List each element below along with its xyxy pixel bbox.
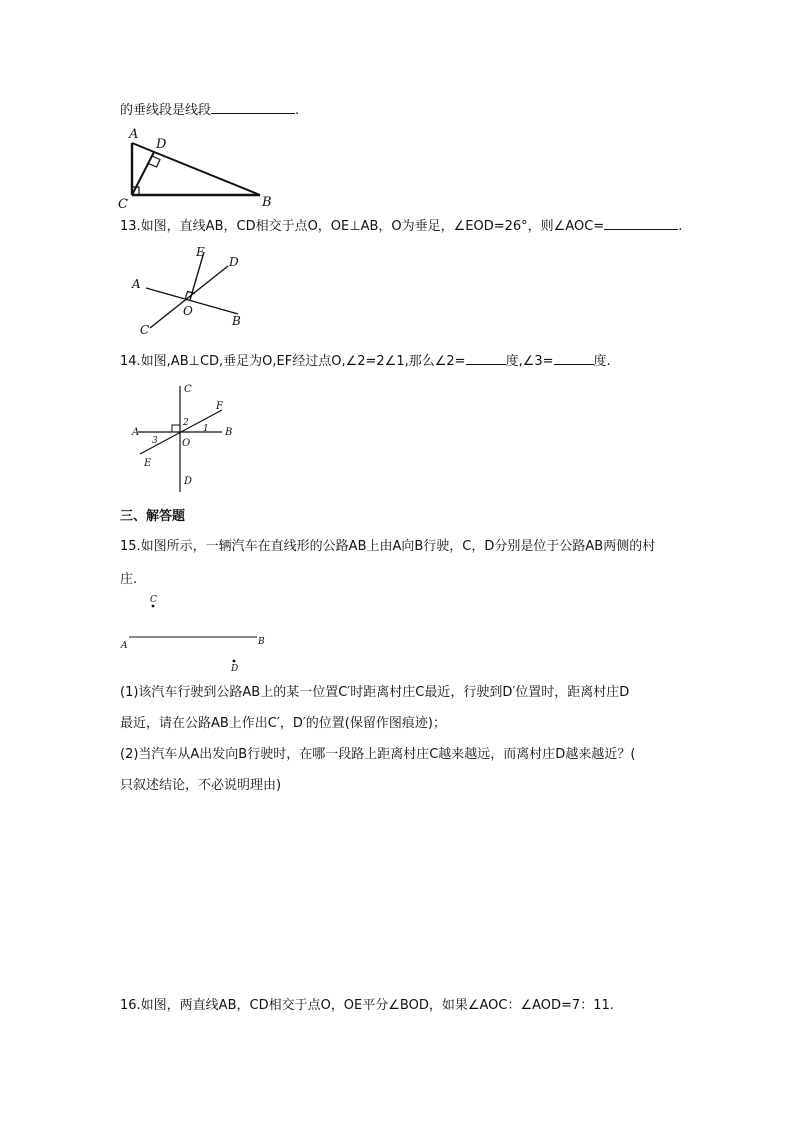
q13-label-e: E [196, 245, 205, 259]
q15-point-c [152, 605, 155, 608]
q13-end: . [678, 219, 683, 234]
q12-label-c: C [118, 197, 128, 210]
q14-label-d: D [184, 476, 193, 487]
q14-text [120, 352, 611, 371]
q15-sub1-line-2: 最近，请在公路AB上作出C′，D′的位置(保留作图痕迹)； [120, 716, 446, 731]
q13-label-a: A [132, 277, 141, 291]
q14-angle-2: 2 [183, 418, 189, 428]
q14-right-angle [172, 425, 180, 432]
q14-answer-blank-1[interactable] [466, 352, 506, 365]
q14-figure [128, 380, 240, 498]
q15-label-a: A [121, 641, 128, 651]
q14-label-c: C [184, 384, 192, 395]
q12-label-a: A [129, 127, 139, 142]
q16-text: 16.如图，两直线AB，CD相交于点O，OE平分∠BOD，如果∠AOC：∠AOD=7：11. [120, 998, 614, 1013]
q15-line-2: 庄. [120, 572, 138, 587]
q14-end: 度. [593, 354, 611, 369]
q12-line-ab [132, 143, 260, 195]
q14-label-f: F [216, 401, 223, 412]
q15-sub2-line-2: 只叙述结论，不必说明理由) [120, 778, 282, 793]
q15-sub2-line-1: (2)当汽车从A出发向B行驶时，在哪一段路上距离村庄C越来越远，而离村庄D越来越近？( [120, 747, 636, 762]
q12-label-d: D [156, 137, 167, 152]
q13-label-d: D [229, 255, 239, 269]
q15-sub1-line-1: (1)该汽车行驶到公路AB上的某一位置C′时距离村庄C最近，行驶到D′位置时，距离村庄D [120, 685, 630, 700]
q12-tail: 的垂线段是线段 [120, 103, 212, 118]
q14-angle-1: 1 [203, 424, 209, 434]
q14-label-e: E [144, 458, 152, 469]
q15-label-b: B [258, 637, 265, 647]
q14-stem: 14.如图,AB⊥CD,垂足为O,EF经过点O,∠2=2∠1,那么∠2= [120, 354, 466, 369]
q13-figure [128, 244, 258, 336]
q13-answer-blank[interactable] [604, 217, 678, 230]
q15-point-d [233, 660, 236, 663]
q15-label-d: D [231, 664, 239, 674]
q15-line-1: 15.如图所示，一辆汽车在直线形的公路AB上由A向B行驶，C，D分别是位于公路AB两侧的村 [120, 539, 656, 554]
q14-label-b: B [225, 427, 233, 438]
q13-label-o: O [183, 304, 193, 318]
q13-line-cd [150, 266, 228, 328]
q14-answer-blank-2[interactable] [554, 352, 594, 365]
q12-end: . [295, 103, 300, 118]
q13-label-b: B [232, 314, 241, 328]
q14-label-o: O [182, 438, 191, 449]
q14-angle-3: 3 [152, 436, 158, 446]
q12-text [120, 101, 299, 120]
q14-mid: 度,∠3= [505, 354, 554, 369]
section-heading: 三、解答题 [120, 509, 186, 524]
q14-label-a: A [132, 427, 140, 438]
q12-figure [112, 124, 278, 210]
q13-stem: 13.如图，直线AB，CD相交于点O，OE⊥AB，O为垂足，∠EOD=26°，则∠AOC= [120, 219, 605, 234]
q13-text [120, 217, 682, 236]
q12-answer-blank[interactable] [211, 101, 295, 114]
q15-label-c: C [150, 595, 157, 605]
q13-label-c: C [140, 323, 150, 336]
q15-figure [112, 592, 272, 676]
q12-line-cd [132, 152, 154, 195]
q12-label-b: B [262, 195, 272, 210]
